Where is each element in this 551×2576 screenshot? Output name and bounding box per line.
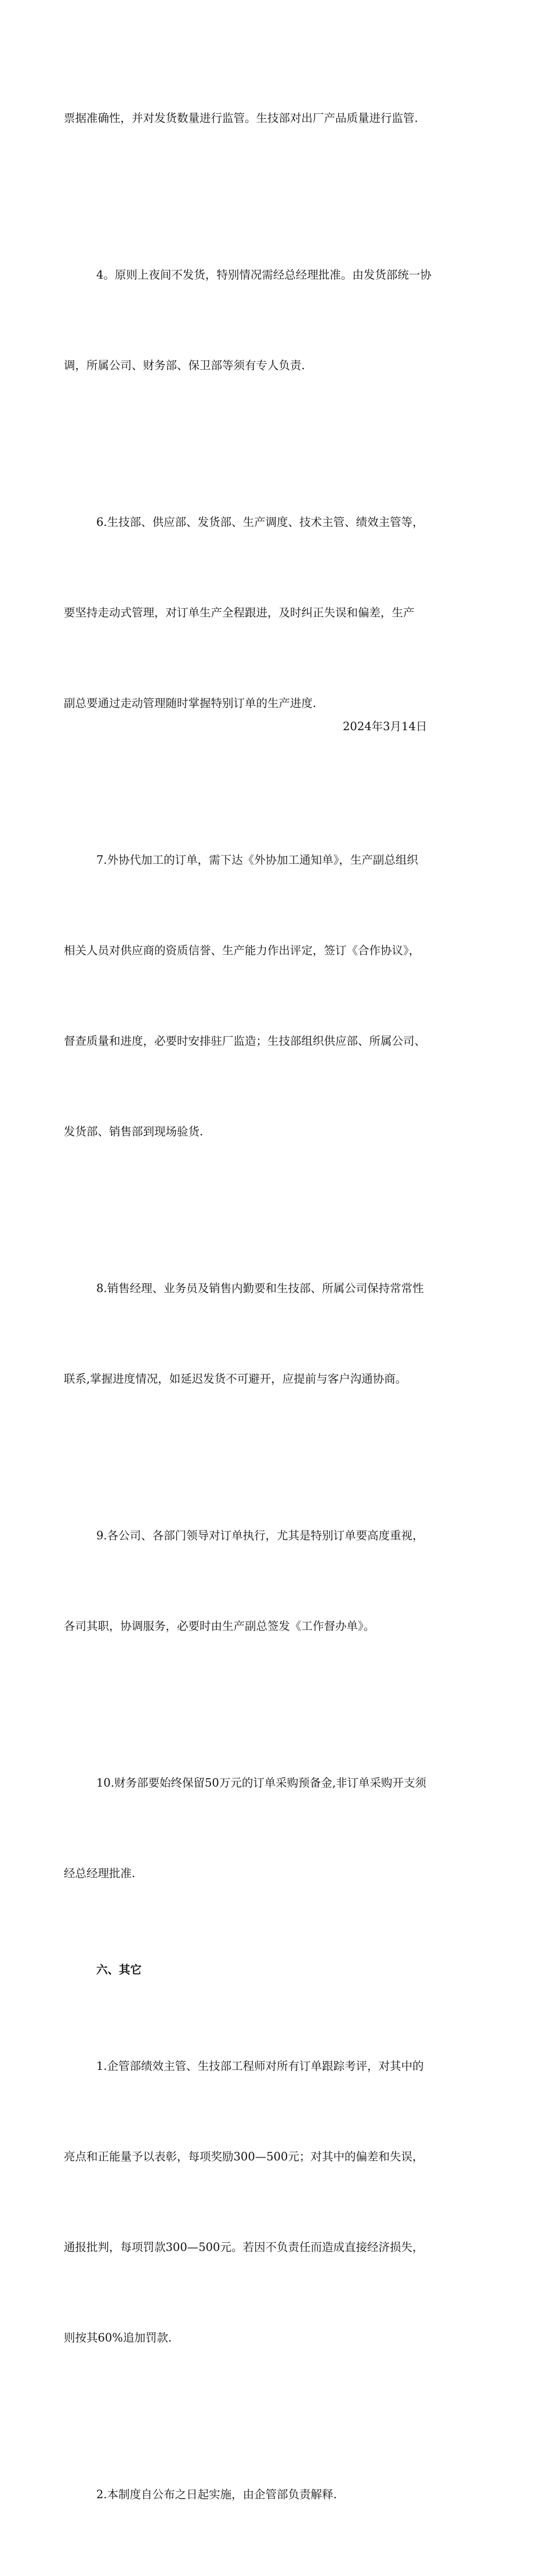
paragraph-item-10 <box>64 1708 481 1949</box>
text-line: 10.财务部要始终保留50万元的订单采购预备金,非订单采购开支须 <box>96 1776 427 1790</box>
text-line: 通报批判，每项罚款300—500元。若因不负责任而造成直接经济损失， <box>64 2241 424 2254</box>
paragraph-item-4 <box>64 200 481 441</box>
section-heading: 六、其它 <box>96 1963 142 1976</box>
paragraph-continuation <box>64 43 481 194</box>
text-line: 联系,掌握进度情况，如延迟发货不可避开，应提前与客户沟通协商。 <box>64 1372 407 1386</box>
text-line: 要坚持走动式管理，对订单生产全程跟进，及时纠正失误和偏差，生产 <box>64 606 415 619</box>
text-line: 调，所属公司、财务部、保卫部等须有专人负责. <box>64 359 305 372</box>
document-page <box>64 43 481 2576</box>
document-date: 2024年3月14日 <box>343 720 427 733</box>
text-line: 则按其60%追加罚款. <box>64 2331 172 2344</box>
text-line: 票据准确性，并对发货数量进行监管。生技部对出厂产品质量进行监管. <box>64 111 418 125</box>
paragraph-item-8 <box>64 1213 481 1455</box>
text-line: 2.本制度自公布之日起实施，由企管部负责解释. <box>96 2488 337 2501</box>
section-paragraph-1 <box>64 1991 481 2413</box>
text-line: 发货部、销售部到现场验货. <box>64 1125 204 1138</box>
text-line: 副总要通过走动管理随时掌握特别订单的生产进度. <box>64 697 317 710</box>
text-line: 亮点和正能量予以表彰，每项奖励300—500元；对其中的偏差和失误， <box>64 2150 424 2163</box>
text-line: 经总经理批准. <box>64 1867 136 1880</box>
text-line: 7.外协代加工的订单，需下达《外协加工通知单》，生产副总组织 <box>96 853 418 867</box>
text-line: 各司其职，协调服务，必要时由生产副总签发《工作督办单》。 <box>64 1619 375 1633</box>
text-line: 4。原则上夜间不发货，特别情况需经总经理批准。由发货部统一协 <box>96 268 432 282</box>
paragraph-item-7 <box>64 785 481 1207</box>
text-line: 督查质量和进度，必要时安排驻厂监造；生技部组织供应部、所属公司、 <box>64 1034 426 1048</box>
text-line: 6.生技部、供应部、发货部、生产调度、技术主管、绩效主管等， <box>96 515 424 529</box>
text-line: 8.销售经理、业务员及销售内勤要和生技部、所属公司保持常常性 <box>96 1282 424 1295</box>
section-paragraph-2 <box>64 2419 481 2570</box>
text-line: 相关人员对供应商的资质信誉、生产能力作出评定，签订《合作协议》， <box>64 944 420 957</box>
paragraph-item-9 <box>64 1460 481 1702</box>
text-line: 9.各公司、各部门领导对订单执行，尤其是特别订单要高度重视， <box>96 1529 424 1542</box>
text-line: 1.企管部绩效主管、生技部工程师对所有订单跟踪考评，对其中的 <box>96 2059 424 2073</box>
